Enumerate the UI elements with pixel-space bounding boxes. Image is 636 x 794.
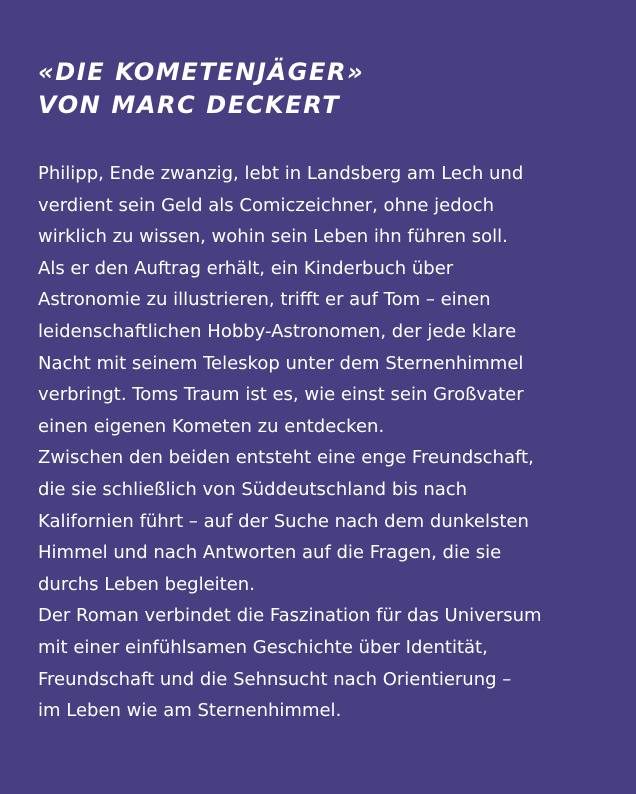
text-line: Philipp, Ende zwanzig, lebt in Landsberg am Lech und [38,163,524,184]
text-line: leidenschaftlichen Hobby-Astronomen, der jede klare [38,320,517,342]
text-line: durchs Leben begleiten. [38,573,255,595]
paragraph-summary [38,600,598,726]
title-line-book-name: «DIE KOMETENJÄGER» [38,58,365,86]
text-line: einen eigenen Kometen zu entdecken. [38,415,385,437]
paragraph-plot-intro [38,158,598,442]
text-line: wirklich zu wissen, wohin sein Leben ihn führen soll. [38,226,508,248]
description-text [38,158,598,727]
paragraph-friendship [38,442,598,600]
text-line: verdient sein Geld als Comiczeichner, ohne jedoch [38,194,494,216]
book-title [38,56,598,122]
text-line: im Leben wie am Sternenhimmel. [38,700,342,722]
text-line: Der Roman verbindet die Faszination für das Universum [38,605,542,627]
text-line: Zwischen den beiden entsteht eine enge Freundschaft, [38,447,534,469]
text-line: verbringt. Toms Traum ist es, wie einst sein Großvater [38,384,524,406]
text-line: Astronomie zu illustrieren, trifft er auf Tom – einen [38,289,491,311]
text-line: die sie schließlich von Süddeutschland bis nach [38,478,468,500]
text-line: Kalifornien führt – auf der Suche nach dem dunkelsten [38,510,529,532]
text-line: Nacht mit seinem Teleskop unter dem Sternenhimmel [38,352,524,374]
text-line: Himmel und nach Antworten auf die Fragen, die sie [38,542,502,564]
text-line: Freundschaft und die Sehnsucht nach Orientierung – [38,668,512,690]
text-line: mit einer einfühlsamen Geschichte über Identität, [38,636,488,658]
text-line: Als er den Auftrag erhält, ein Kinderbuch über [38,257,454,279]
title-line-author: VON MARC DECKERT [38,91,341,119]
